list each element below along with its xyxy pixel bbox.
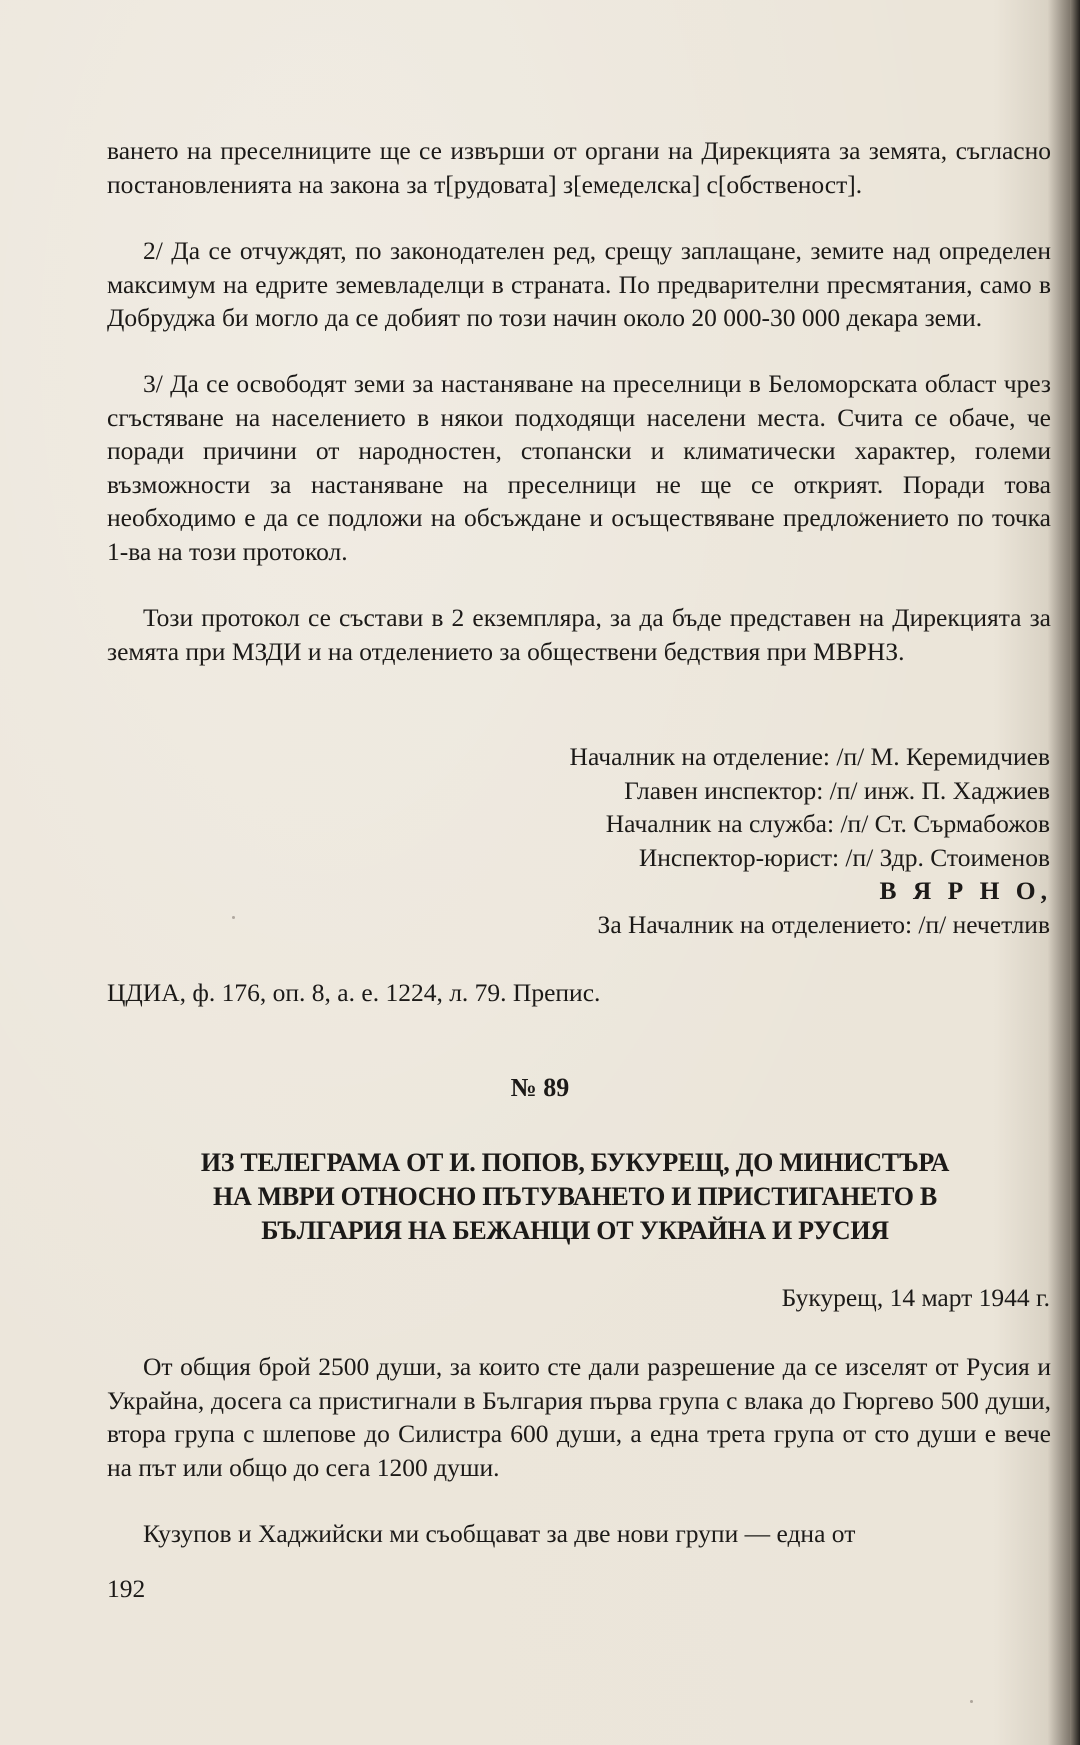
archive-source-reference: ЦДИА, ф. 176, оп. 8, а. е. 1224, л. 79. Препис. (107, 978, 601, 1007)
paragraph-point-3 (107, 367, 1051, 568)
certification-mark: В Я Р Н О, (879, 876, 1052, 905)
page-number: 192 (107, 1574, 146, 1603)
signature-line: Началник на служба: /п/ Ст. Сърмабожов (605, 809, 1050, 838)
signature-line: За Началник на отделението: /п/ нечетлив (597, 909, 1050, 939)
paragraph-text: Кузупов и Хаджийски ми съобщават за две нови групи — една от (143, 1519, 856, 1548)
document-number: № 89 (510, 1073, 570, 1102)
paragraph-continuation (107, 134, 1051, 201)
paragraph-text: От общия брой 2500 души, за които сте дали разрешение да се изселят от Русия и Украйна, досега са пристигнали в България първа група с влака до Гюргево 500 души, втора група с шлепове до Силистра 600 души, а една трета група от сто души е вече на път или общо до сега 1200 души. (107, 1352, 1051, 1482)
signature-line: Инспектор-юрист: /п/ Здр. Стоименов (638, 842, 1050, 872)
paper-speck (860, 512, 863, 515)
document-title-line: БЪЛГАРИЯ НА БЕЖАНЦИ ОТ УКРАЙНА И РУСИЯ (261, 1216, 889, 1245)
paragraph-telegram-body (107, 1350, 1051, 1484)
paragraph-text: ването на преселниците ще се извърши от органи на Дирекцията за земята, съгласно постановленията на закона за т[рудовата] з[емеделска] с[обственост]. (107, 136, 1051, 199)
document-title-line: НА МВРИ ОТНОСНО ПЪТУВАНЕТО И ПРИСТИГАНЕТО В (213, 1182, 937, 1211)
paper-speck (970, 1700, 973, 1703)
paragraph-text: 2/ Да се отчуждят, по законодателен ред, срещу заплащане, земите над определен максимум на едрите земевладелци в страната. По предварителни пресмятания, само в Добруджа би могло да се добият по този начин около 20 000-30 000 декара земи. (107, 236, 1051, 332)
paragraph-telegram-continued (107, 1517, 1051, 1551)
signature-line: Главен инспектор: /п/ инж. П. Хаджиев (624, 775, 1050, 805)
paragraph-point-2 (107, 234, 1051, 335)
paper-speck (232, 916, 235, 919)
paragraph-protocol-copies (107, 601, 1051, 668)
place-and-date: Букурещ, 14 март 1944 г. (781, 1283, 1050, 1312)
paragraph-text: 3/ Да се освободят земи за настаняване на преселници в Беломорската област чрез сгъстяване на населението в някои подходящи населени места. Счита се обаче, че поради причини от народностен, стопански и климатически характер, големи възможности за настаняване на преселници не ще се открият. Поради това необходимо е да се подложи на обсъждане и осъществяване предложението по точка 1-ва на този протокол. (107, 369, 1051, 566)
document-title-line: ИЗ ТЕЛЕГРАМА ОТ И. ПОПОВ, БУКУРЕЩ, ДО МИНИСТЪРА (200, 1148, 950, 1177)
paragraph-text: Този протокол се състави в 2 екземпляра, за да бъде представен на Дирекцията за земята при МЗДИ и на отделението за обществени бедствия при МВРНЗ. (107, 603, 1051, 666)
signature-line: Началник на отделение: /п/ М. Керемидчиев (569, 742, 1050, 771)
signature-block (570, 740, 1050, 941)
document-title (100, 1146, 1050, 1248)
page-edge-shadow (1070, 0, 1080, 1745)
